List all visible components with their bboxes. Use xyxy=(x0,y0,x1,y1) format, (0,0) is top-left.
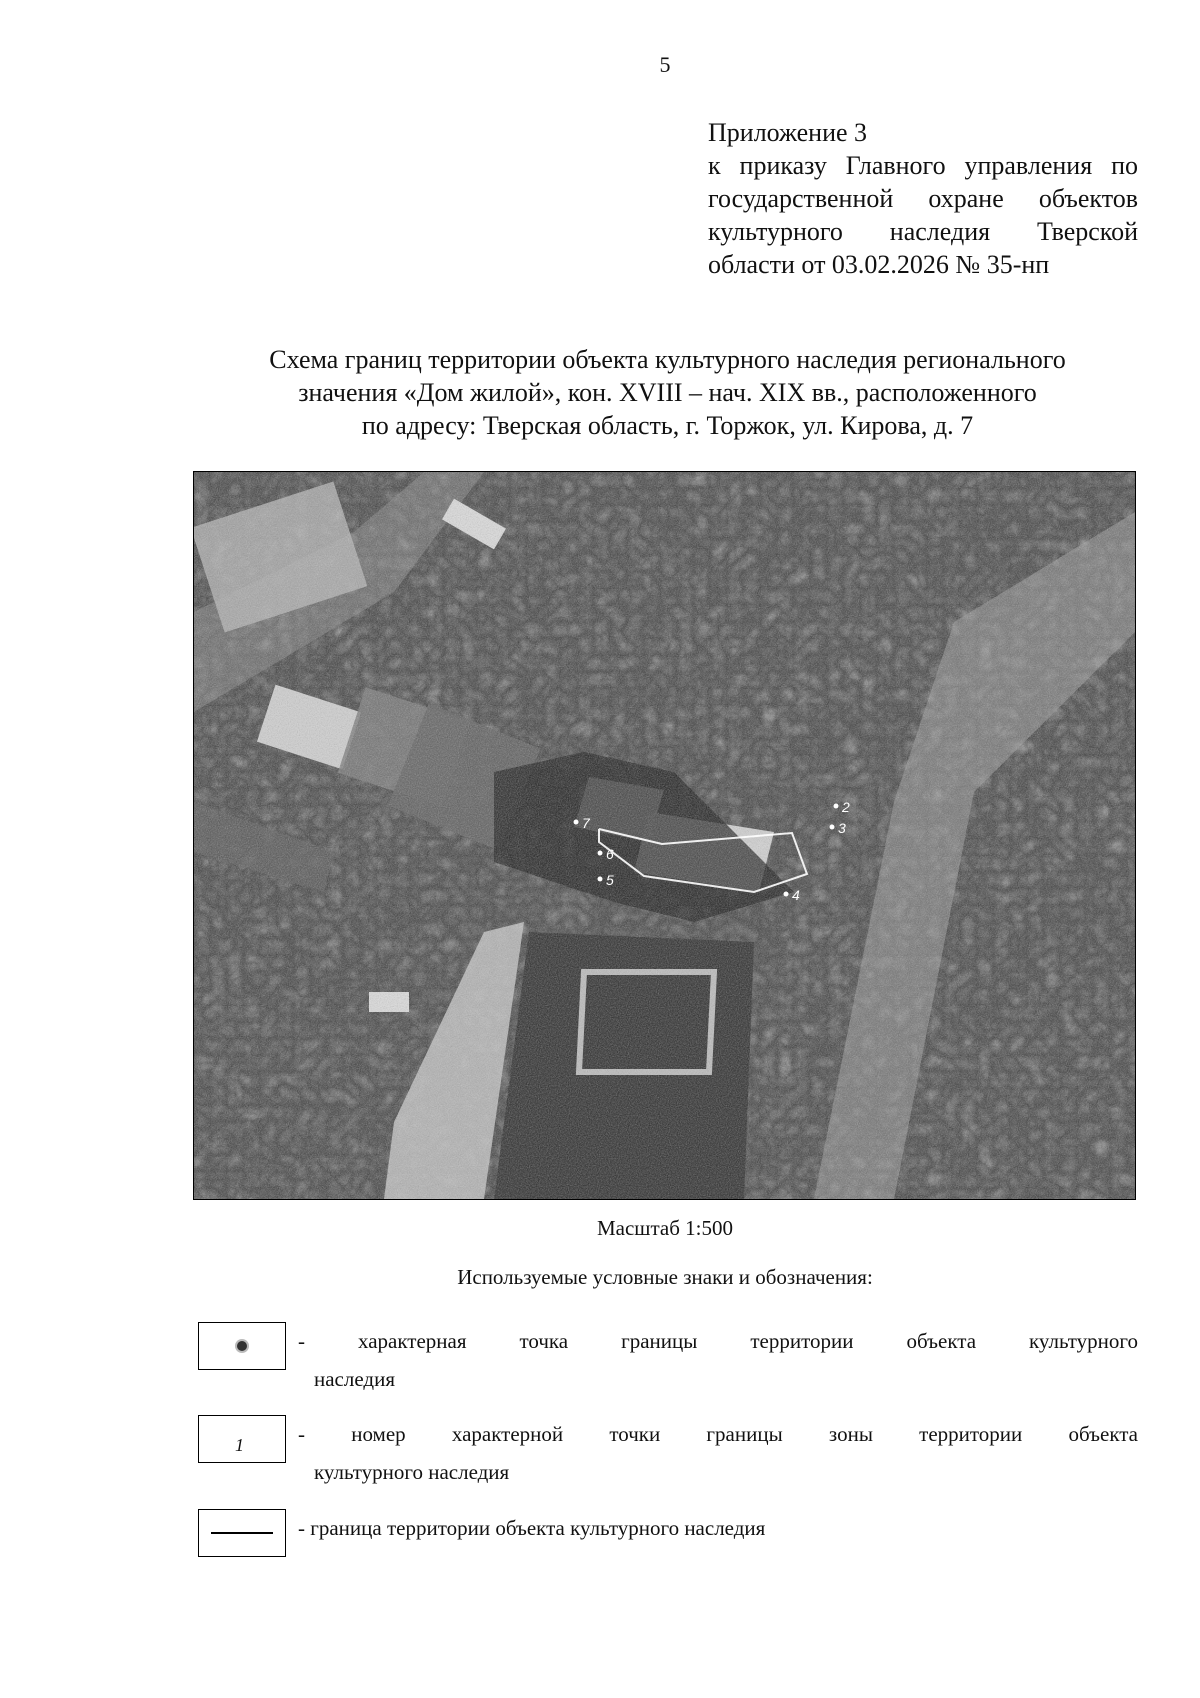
boundary-point xyxy=(598,877,603,882)
aerial-map xyxy=(193,471,1136,1200)
photo-grain xyxy=(194,472,1135,1199)
map-scale: Масштаб 1:500 xyxy=(596,1216,733,1240)
boundary-point xyxy=(598,851,603,856)
boundary-point-symbol xyxy=(237,1341,247,1351)
boundary-point xyxy=(574,820,579,825)
boundary-point xyxy=(784,892,789,897)
legend-symbol-box xyxy=(198,1322,286,1370)
appendix-line: области от 03.02.2026 № 35-нп xyxy=(708,250,1050,279)
boundary-point-label: 7 xyxy=(582,815,590,831)
boundary-point-label: 5 xyxy=(606,872,614,888)
legend-line: наследия xyxy=(314,1367,395,1391)
boundary-line-symbol xyxy=(211,1532,273,1534)
appendix-line: культурного наследия Тверской xyxy=(708,217,1138,246)
legend-line: - номер характерной точки границы зоны территории объекта xyxy=(298,1422,1138,1446)
boundary-point-label: 4 xyxy=(792,887,800,903)
legend-line: культурного наследия xyxy=(314,1460,510,1484)
aerial-map-image xyxy=(194,472,1135,1199)
appendix-header xyxy=(708,116,1138,281)
page-number: 5 xyxy=(659,52,671,77)
legend-symbol-box xyxy=(198,1415,286,1463)
boundary-point-label: 2 xyxy=(842,799,850,815)
boundary-point xyxy=(834,804,839,809)
legend-text xyxy=(298,1509,1138,1547)
legend-line: - характерная точка границы территории объекта культурного xyxy=(298,1329,1138,1353)
boundary-point-label: 6 xyxy=(606,846,614,862)
legend-text xyxy=(298,1415,1138,1491)
title-line: Схема границ территории объекта культурного наследия регионального xyxy=(269,345,1066,374)
appendix-line: к приказу Главного управления по xyxy=(708,151,1138,180)
title-line: по адресу: Тверская область, г. Торжок, ул. Кирова, д. 7 xyxy=(361,411,974,440)
legend-text xyxy=(298,1322,1138,1398)
legend-symbol-box xyxy=(198,1509,286,1557)
title-line: значения «Дом жилой», кон. XVIII – нач. XIX вв., расположенного xyxy=(298,378,1037,407)
legend-title: Используемые условные знаки и обозначения: xyxy=(457,1265,873,1289)
scheme-title xyxy=(200,343,1135,442)
boundary-point-label: 3 xyxy=(838,820,846,836)
legend-line: - граница территории объекта культурного наследия xyxy=(298,1516,766,1540)
appendix-line: Приложение 3 xyxy=(708,118,868,147)
point-number-symbol: 1 xyxy=(235,1435,244,1455)
appendix-line: государственной охране объектов xyxy=(708,184,1138,213)
boundary-point xyxy=(830,825,835,830)
